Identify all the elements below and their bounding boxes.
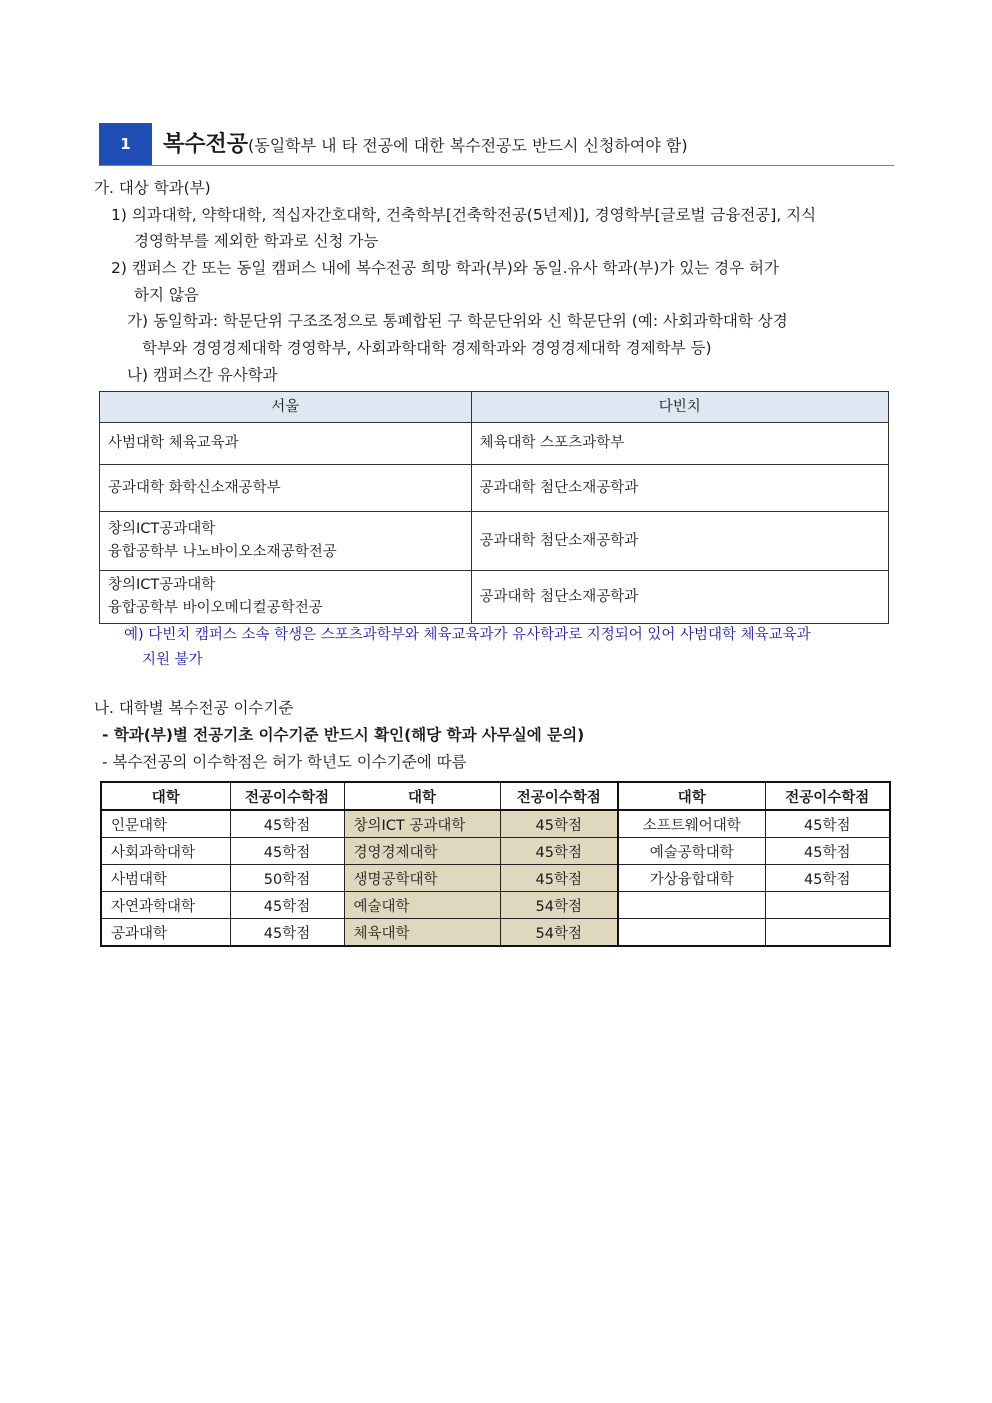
- sub-b: 나) 캠퍼스간 유사학과: [127, 366, 278, 384]
- header-credits: 전공이수학점: [765, 782, 890, 810]
- credits-cell: 54학점: [500, 892, 618, 919]
- credits-cell: 45학점: [500, 838, 618, 865]
- college-cell: 체육대학: [344, 919, 500, 947]
- item2-line1: 2) 캠퍼스 간 또는 동일 캠퍼스 내에 복수전공 희망 학과(부)와 동일.유사 학과(부)가 있는 경우 허가: [111, 259, 780, 277]
- college-cell: 창의ICT 공과대학: [344, 810, 500, 838]
- table-row: [101, 919, 890, 947]
- credits-cell: 45학점: [230, 810, 344, 838]
- bullet-credits: - 복수전공의 이수학점은 허가 학년도 이수기준에 따름: [102, 753, 467, 771]
- table-row: [101, 838, 890, 865]
- part-b-heading: 나. 대학별 복수전공 이수기준: [94, 699, 294, 717]
- table-row: [101, 865, 890, 892]
- credits-cell: 50학점: [230, 865, 344, 892]
- credits-cell: 45학점: [230, 919, 344, 947]
- credits-cell: 45학점: [765, 865, 890, 892]
- bullet-confirm: - 학과(부)별 전공기초 이수기준 반드시 확인(해당 학과 사무실에 문의): [102, 726, 585, 744]
- header-davinci: 다빈치: [471, 392, 888, 423]
- sub-a-line1: 가) 동일학과: 학문단위 구조조정으로 통폐합된 구 학문단위와 신 학문단위 (예: 사회과학대학 상경: [127, 312, 788, 330]
- table-header-row: [100, 392, 889, 423]
- credit-standards-table: [100, 781, 891, 947]
- seoul-text: 사범대학 체육교육과: [108, 435, 239, 451]
- college-cell: 인문대학: [101, 810, 230, 838]
- davinci-cell: 공과대학 첨단소재공학과: [471, 571, 888, 624]
- college-cell: 예술대학: [344, 892, 500, 919]
- section-number-badge: 1: [99, 123, 152, 165]
- note-line2: 지원 불가: [142, 652, 203, 668]
- table-row: [100, 465, 889, 512]
- seoul-text: 융합공학부 바이오메디컬공학전공: [108, 600, 323, 616]
- college-cell: 예술공학대학: [618, 838, 765, 865]
- seoul-cell: [100, 465, 472, 512]
- seoul-text: 창의ICT공과대학: [108, 521, 216, 537]
- table-row: [101, 892, 890, 919]
- credits-cell: 45학점: [500, 810, 618, 838]
- davinci-cell: 체육대학 스포츠과학부: [471, 423, 888, 465]
- item2-line2: 하지 않음: [134, 286, 199, 304]
- seoul-cell: [100, 423, 472, 465]
- college-cell: 사회과학대학: [101, 838, 230, 865]
- header-seoul: 서울: [100, 392, 472, 423]
- table-row: [100, 423, 889, 465]
- sub-a-line2: 학부와 경영경제대학 경영학부, 사회과학대학 경제학과와 경영경제대학 경제학부 등): [142, 339, 712, 357]
- credits-cell: 45학점: [230, 892, 344, 919]
- credits-cell: [765, 892, 890, 919]
- credits-cell: 45학점: [765, 838, 890, 865]
- item1-line2: 경영학부를 제외한 학과로 신청 가능: [134, 232, 379, 250]
- table-row: [100, 512, 889, 571]
- college-cell: 공과대학: [101, 919, 230, 947]
- davinci-cell: 공과대학 첨단소재공학과: [471, 465, 888, 512]
- credits-cell: [765, 919, 890, 947]
- college-cell: 사범대학: [101, 865, 230, 892]
- college-cell: 자연과학대학: [101, 892, 230, 919]
- college-cell: [618, 892, 765, 919]
- header-college: 대학: [101, 782, 230, 810]
- header-credits: 전공이수학점: [230, 782, 344, 810]
- section-title: [163, 127, 688, 158]
- college-cell: 생명공학대학: [344, 865, 500, 892]
- college-cell: 소프트웨어대학: [618, 810, 765, 838]
- table-header-row: [101, 782, 890, 810]
- seoul-text: 공과대학 화학신소재공학부: [108, 479, 281, 496]
- note-line1: 예) 다빈치 캠퍼스 소속 학생은 스포츠과학부와 체육교육과가 유사학과로 지정되어 있어 사범대학 체육교육과: [124, 627, 811, 643]
- part-a-heading: 가. 대상 학과(부): [94, 179, 211, 197]
- seoul-text: 융합공학부 나노바이오소재공학전공: [108, 544, 337, 560]
- college-cell: 경영경제대학: [344, 838, 500, 865]
- credits-cell: 45학점: [230, 838, 344, 865]
- credits-cell: 54학점: [500, 919, 618, 947]
- college-cell: 가상융합대학: [618, 865, 765, 892]
- item1-line1: 1) 의과대학, 약학대학, 적십자간호대학, 건축학부[건축학전공(5년제)], 경영학부[글로벌 금융전공], 지식: [111, 206, 817, 224]
- similar-majors-table: [99, 391, 889, 624]
- credits-cell: 45학점: [765, 810, 890, 838]
- section-subtitle: (동일학부 내 타 전공에 대한 복수전공도 반드시 신청하여야 함): [248, 136, 688, 155]
- table-row: [101, 810, 890, 838]
- header-college: 대학: [618, 782, 765, 810]
- header-college: 대학: [344, 782, 500, 810]
- header-credits: 전공이수학점: [500, 782, 618, 810]
- section-title-text: 복수전공: [163, 132, 249, 157]
- college-cell: [618, 919, 765, 947]
- section-header: [99, 123, 894, 166]
- davinci-cell: 공과대학 첨단소재공학과: [471, 512, 888, 571]
- seoul-cell: [100, 571, 472, 624]
- credits-cell: 45학점: [500, 865, 618, 892]
- seoul-text: 창의ICT공과대학: [108, 577, 216, 593]
- table-row: [100, 571, 889, 624]
- seoul-cell: [100, 512, 472, 571]
